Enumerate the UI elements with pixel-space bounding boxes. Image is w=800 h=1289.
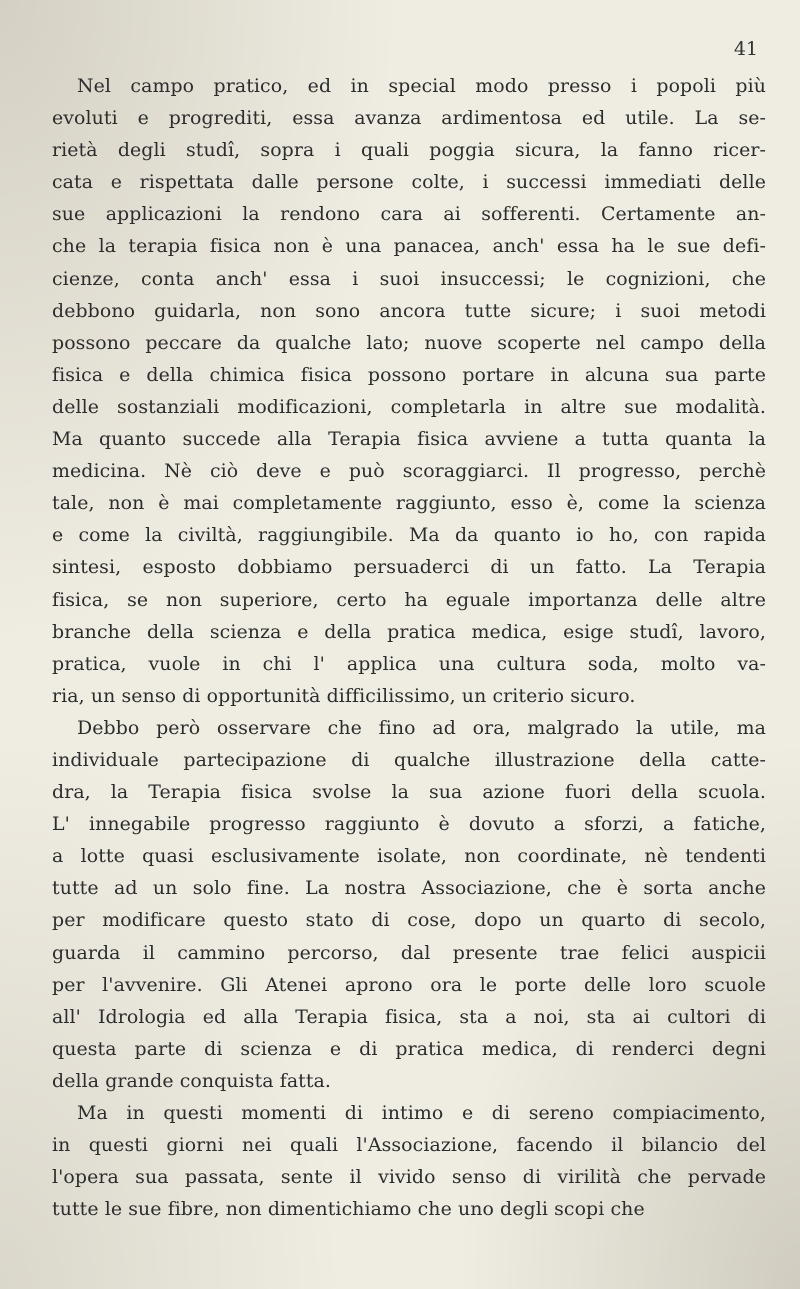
body-text bbox=[52, 70, 766, 1225]
text-line: Nel campo pratico, ed in special modo presso i popoli più bbox=[77, 75, 766, 97]
text-line: e come la civiltà, raggiungibile. Ma da quanto io ho, con rapida bbox=[52, 524, 766, 547]
text-line: a lotte quasi esclusivamente isolate, non coordinate, nè tendenti bbox=[52, 845, 766, 868]
text-line: tale, non è mai completamente raggiunto, esso è, come la scienza bbox=[52, 492, 766, 515]
text-line: dra, la Terapia fisica svolse la sua azione fuori della scuola. bbox=[52, 781, 766, 804]
text-line: per l'avvenire. Gli Atenei aprono ora le porte delle loro scuole bbox=[52, 973, 766, 996]
text-line: sintesi, esposto dobbiamo persuaderci di un fatto. La Terapia bbox=[52, 556, 766, 579]
text-line: tutte ad un solo fine. La nostra Associazione, che è sorta anche bbox=[52, 877, 766, 900]
text-line: evoluti e progrediti, essa avanza ardimentosa ed utile. La se- bbox=[52, 107, 766, 130]
text-line: della grande conquista fatta. bbox=[52, 1069, 332, 1092]
text-line: branche della scienza e della pratica medica, esige studî, lavoro, bbox=[52, 620, 766, 643]
text-line: rietà degli studî, sopra i quali poggia sicura, la fanno ricer- bbox=[52, 139, 766, 162]
paragraph bbox=[52, 712, 766, 1097]
text-line: Debbo però osservare che fino ad ora, malgrado la utile, ma bbox=[77, 716, 766, 739]
text-line: guarda il cammino percorso, dal presente trae felici auspicii bbox=[52, 941, 766, 964]
text-line: sue applicazioni la rendono cara ai sofferenti. Certamente an- bbox=[52, 203, 766, 226]
text-line: all' Idrologia ed alla Terapia fisica, sta a noi, sta ai cultori di bbox=[52, 1005, 766, 1028]
text-line: fisica, se non superiore, certo ha eguale importanza delle altre bbox=[52, 588, 766, 611]
text-line: per modificare questo stato di cose, dopo un quarto di secolo, bbox=[52, 909, 766, 932]
text-line: individuale partecipazione di qualche illustrazione della catte- bbox=[52, 748, 766, 771]
text-line: Ma in questi momenti di intimo e di sereno compiacimento, bbox=[77, 1102, 766, 1124]
paragraph bbox=[52, 70, 766, 712]
text-line: pratica, vuole in chi l' applica una cultura soda, molto va- bbox=[52, 652, 766, 675]
text-line: questa parte di scienza e di pratica medica, di renderci degni bbox=[52, 1037, 766, 1060]
text-line: medicina. Nè ciò deve e può scoraggiarci. Il progresso, perchè bbox=[52, 460, 766, 483]
text-line: cata e rispettata dalle persone colte, i successi immediati delle bbox=[52, 171, 766, 194]
paragraph bbox=[52, 1097, 766, 1225]
text-line: l'opera sua passata, sente il vivido senso di virilità che pervade bbox=[52, 1166, 766, 1189]
text-line: ria, un senso di opportunità difficilissimo, un criterio sicuro. bbox=[52, 684, 636, 707]
text-line: tutte le sue fibre, non dimentichiamo che uno degli scopi che bbox=[52, 1198, 645, 1221]
text-line: delle sostanziali modificazioni, completarla in altre sue modalità. bbox=[52, 395, 766, 418]
text-line: cienze, conta anch' essa i suoi insuccessi; le cognizioni, che bbox=[52, 267, 766, 290]
text-line: L' innegabile progresso raggiunto è dovuto a sforzi, a fatiche, bbox=[52, 813, 766, 836]
page-number: 41 bbox=[733, 38, 758, 60]
text-line: possono peccare da qualche lato; nuove scoperte nel campo della bbox=[52, 331, 766, 354]
text-line: che la terapia fisica non è una panacea, anch' essa ha le sue defi- bbox=[52, 235, 766, 258]
text-line: in questi giorni nei quali l'Associazione, facendo il bilancio del bbox=[52, 1134, 766, 1157]
text-line: debbono guidarla, non sono ancora tutte sicure; i suoi metodi bbox=[52, 299, 766, 322]
text-line: Ma quanto succede alla Terapia fisica avviene a tutta quanta la bbox=[52, 428, 766, 451]
text-line: fisica e della chimica fisica possono portare in alcuna sua parte bbox=[52, 363, 766, 386]
